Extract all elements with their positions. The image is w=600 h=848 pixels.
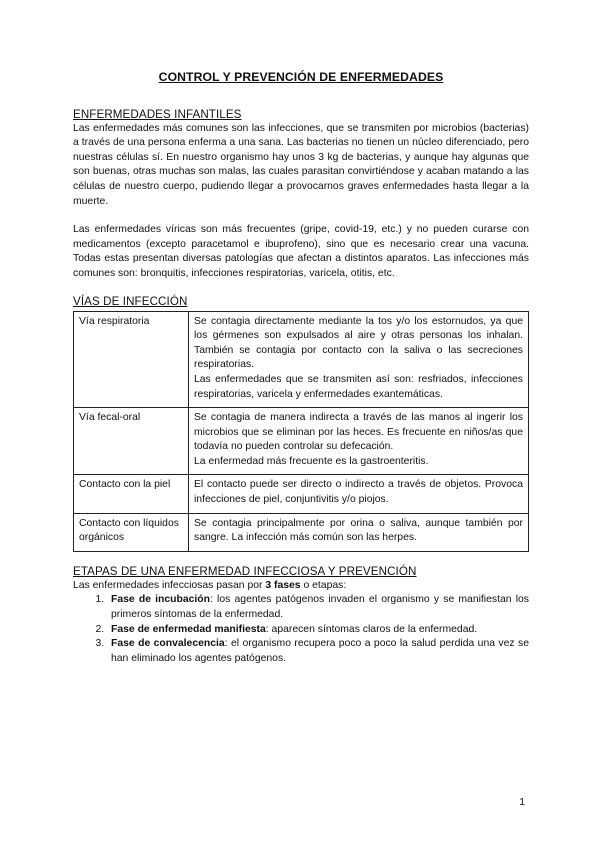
table-cell-description (189, 475, 529, 513)
cell-text: La enfermedad más frecuente es la gastroenteritis. (194, 455, 429, 467)
cell-text: Se contagia de manera indirecta a través de las manos al ingerir los microbios que se eliminan por las heces. Es frecuente en niños/as que todavía no pueden controlar su defecación. (194, 412, 523, 453)
cell-text: El contacto puede ser directo o indirecto a través de objetos. Provoca infecciones de piel, conjuntivitis y/o piojos. (194, 479, 523, 506)
stages-intro: Las enfermedades infecciosas pasan por 3 fases o etapas: (73, 579, 347, 591)
document-title: CONTROL Y PREVENCIÓN DE ENFERMEDADES (158, 70, 444, 84)
section-heading-etapas: ETAPAS DE UNA ENFERMEDAD INFECCIOSA Y PREVENCIÓN (73, 564, 417, 578)
stage-text: : aparecen síntomas claros de la enfermedad. (265, 623, 478, 635)
cell-text: Se contagia directamente mediante la tos y/o los estornudos, ya que los gérmenes son expulsados al aire y otras personas los inhalan. También se contagia por contacto con la saliva o las secreciones respiratorias. (194, 315, 523, 371)
table-cell-label: Vía fecal-oral (74, 408, 189, 475)
table-cell-description (189, 408, 529, 475)
stage-name: Fase de enfermedad manifiesta (111, 623, 266, 635)
paragraph: Las enfermedades víricas son más frecuentes (gripe, covid-19, etc.) y no pueden curarse con medicamentos (excepto paracetamol e ibuprofeno), sino que es necesario crear una vacuna. Todas estas presentan diversas patologías que afectan a distintos aparatos. Las infecciones más comunes son: bronquitis, infecciones respiratorias, varicela, otitis, etc. (73, 224, 529, 279)
infection-routes-table (73, 311, 529, 552)
stage-name: Fase de convalecencia (111, 638, 225, 650)
table-cell-label: Contacto con la piel (74, 475, 189, 513)
cell-text: Las enfermedades que se transmiten así son: resfriados, infecciones respiratorias, varicela y enfermedades exantemáticas. (194, 373, 523, 400)
paragraph: Las enfermedades más comunes son las infecciones, que se transmiten por microbios (bacterias) a través de una persona enferma a una sana. Las bacterias no tienen un núcleo diferenciado, pero nuestras células sí. En nuestro organismo hay unos 3 kg de bacterias, y aunque hay algunas que son buenas, otras muchas son malas, las cuales parasitan convirtiéndose y acaban matando a las células de nuestro cuerpo, pudiendo llegar a provocarnos graves enfermedades hasta llegar a la muerte. (73, 122, 529, 207)
page-number: 1 (519, 797, 525, 808)
stages-list (73, 593, 529, 666)
table-cell-description (189, 513, 529, 551)
stage-text: : el organismo recupera poco a poco la salud perdida una vez se han eliminado los agentes patógenos. (111, 638, 529, 664)
list-item (107, 593, 529, 622)
table-cell-description (189, 311, 529, 408)
table-cell-label: Contacto con líquidos orgánicos (74, 513, 189, 551)
table-row (74, 475, 529, 513)
stage-name: Fase de incubación (111, 594, 210, 606)
table-row (74, 311, 529, 408)
list-item (107, 637, 529, 666)
table-cell-label: Vía respiratoria (74, 311, 189, 408)
table-row (74, 408, 529, 475)
document-page (73, 70, 529, 666)
bold-text: 3 fases (265, 579, 301, 591)
cell-text: Se contagia principalmente por orina o saliva, aunque también por sangre. La infección más común son las herpes. (194, 517, 523, 544)
table-row (74, 513, 529, 551)
stage-text: : los agentes patógenos invaden el organismo y se manifiestan los primeros síntomas de la enfermedad. (111, 594, 529, 621)
list-item (107, 623, 529, 638)
section-heading-enfermedades-infantiles: ENFERMEDADES INFANTILES (73, 107, 242, 121)
section-heading-vias-de-infeccion: VÍAS DE INFECCIÓN (73, 294, 188, 308)
